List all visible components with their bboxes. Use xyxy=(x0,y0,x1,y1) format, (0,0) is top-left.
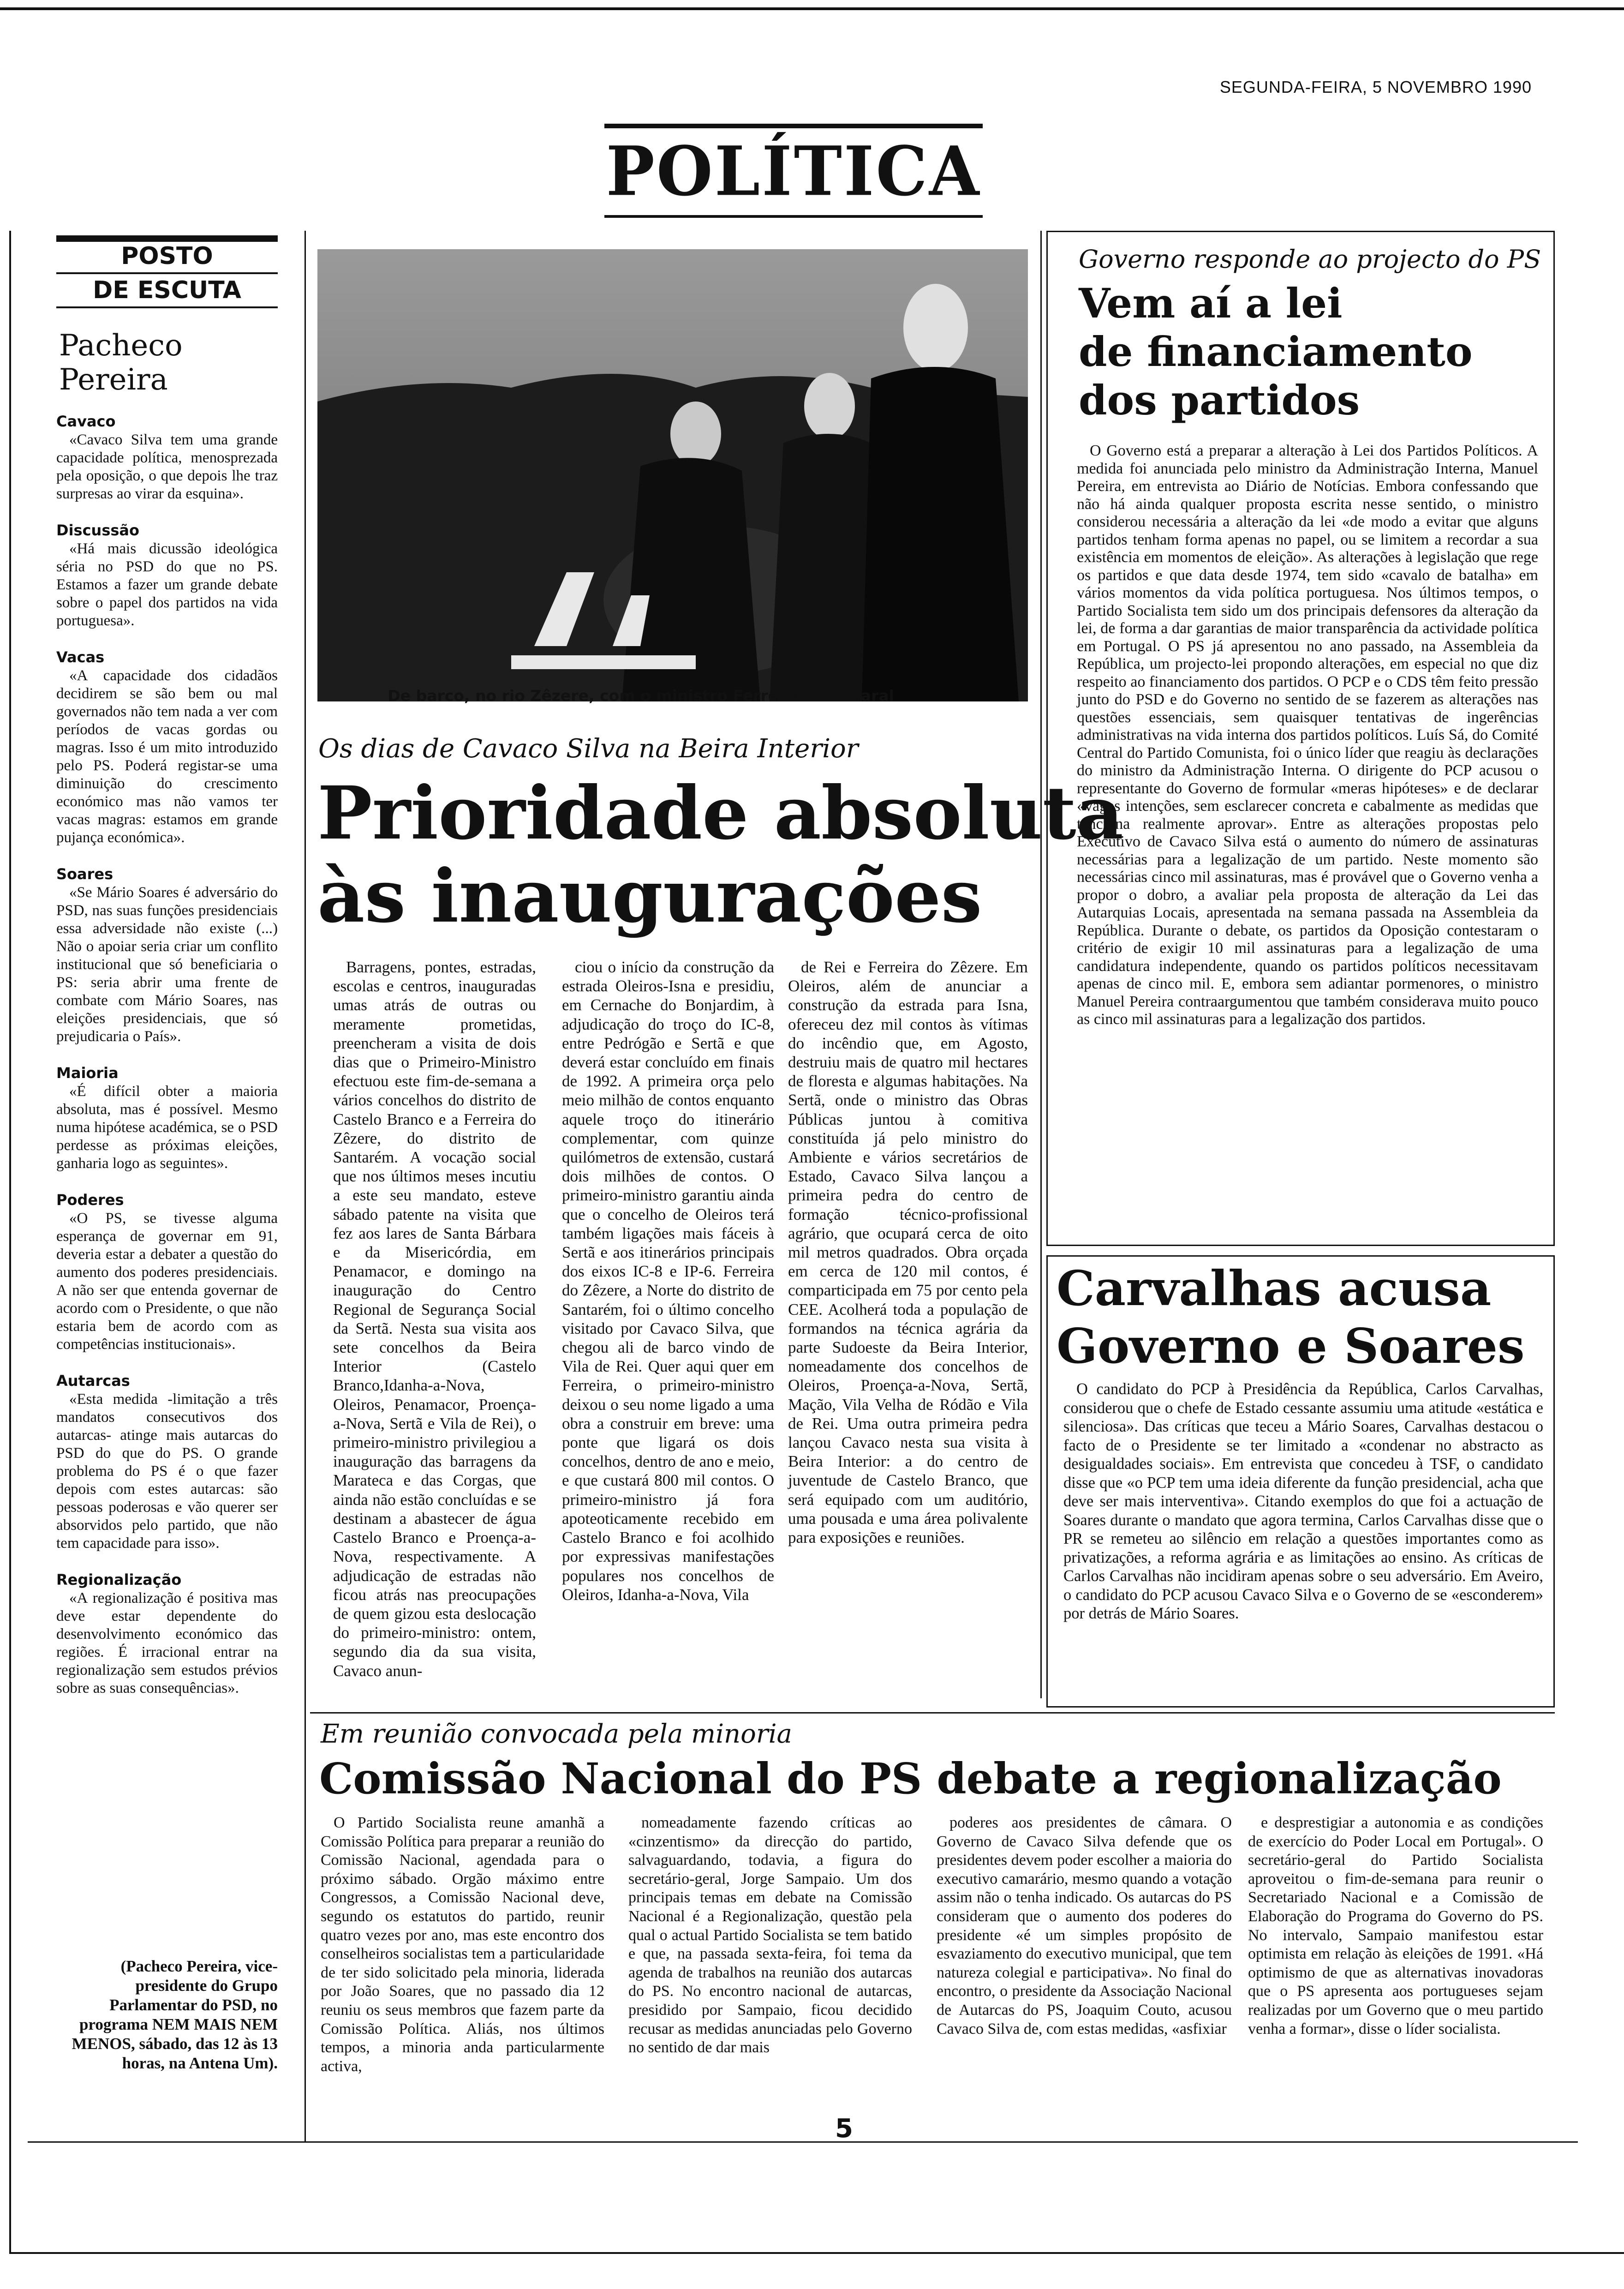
main-story-column-3: de Rei e Ferreira do Zêzere. Em Oleiros, além de anunciar a construção da estrada para Isna, ofereceu dez mil contos às vítimas do incêndio que, em Agosto, destruiu mais de quatro mil hectares de floresta e algumas habitações. Na Sertã, onde o ministro das Obras Públicas juntou à comitiva constituída já pelo ministro do Ambiente e vários secretários de Estado, Cavaco Silva lançou a primeira pedra do centro de formação técnico-profissional agrário, que ocupará cerca de oito mil metros quadrados. Obra orçada em cerca de 120 mil contos, é comparticipada em 75 por cento pela CEE. Acolherá toda a população de formandos na técnica agrária da parte Sudoeste da Beira Interior, nomeadamente dos concelhos de Oleiros, Proença-a-Nova, Sertã, Mação, Vila Velha de Ródão e Vila de Rei. Uma outra primeira pedra lançou Cavaco nesta sua visita à Beira Interior: a do centro de juventude de Castelo Branco, que será equipado com um auditório, uma pousada e uma área polivalente para exposições e reuniões. xyxy=(788,958,1028,1547)
quote-text: «A regionalização é positiva mas deve estar dependente do desenvolvimento económico das regiões. É irracional entrar na regionalização sem estudos prévios sobre as suas consequências». xyxy=(56,1590,278,1696)
quote-heading: Cavaco xyxy=(56,413,116,430)
bottom-story-rule xyxy=(310,1712,1555,1714)
sidebar-top-bar xyxy=(56,235,278,242)
page-number: 5 xyxy=(835,2114,853,2144)
quote-heading: Autarcas xyxy=(56,1372,130,1390)
issue-date: SEGUNDA-FEIRA, 5 NOVEMBRO 1990 xyxy=(1219,78,1532,96)
quote-text: «Cavaco Silva tem uma grande capacidade política, menosprezada pela oposição, o que depois lhe traz surpresas ao virar da esquina». xyxy=(56,431,278,502)
bottom-kicker: Em reunião convocada pela minoria xyxy=(321,1719,792,1749)
sidebar-divider xyxy=(56,272,278,274)
news-photo xyxy=(317,249,1028,701)
carvalhas-body: O candidato do PCP à Presidência da República, Carlos Carvalhas, considerou que o chefe de Estado cessante assumiu uma atitude «estática e silenciosa». Das críticas que teceu a Mário Soares, Carvalhas destacou o facto de o Presidente se ter limitado a «condenar no abstracto as desigualdades sociais». Em entrevista que concedeu à TSF, o candidato disse que «o PCP tem uma ideia diferente da função presidencial, acha que deve ser mais interventiva». Citando exemplos do que foi a actuação de Soares durante o mandato que agora termina, Carlos Carvalhas disse que o PR se remeteu ao silêncio em relação a questões importantes como as privatizações, a reforma agrária e as limitações ao ensino. As críticas de Carlos Carvalhas não incidiram apenas sobre o seu adversário. Em Aveiro, o candidato do PCP acusou Cavaco Silva e o Governo de se «esconderem» por detrás de Mário Soares. xyxy=(1063,1380,1543,1622)
main-right-rule xyxy=(1040,231,1042,1698)
carvalhas-headline-line1: Carvalhas acusa xyxy=(1057,1260,1492,1317)
quote-text: «A capacidade dos cidadãos decidirem se são bem ou mal governados não tem nada a ver com períodos de vacas gordas ou magras. Isso é um mito introduzido pelo PS. Poderá registar-se uma diminuição do crescimento económico mas não vamos ter vacas magras: estamos em grande pujança económica». xyxy=(56,667,278,846)
main-story-column-1: Barragens, pontes, estradas, escolas e centros, inauguradas umas atrás de outras ou meramente prometidas, preencheram a visita de dois dias que o Primeiro-Ministro efectuou este fim-de-semana a vários concelhos do distrito de Castelo Branco e a Ferreira do Zêzere, do distrito de Santarém. A vocação social que nos últimos meses incutiu a este seu mandato, esteve sábado patente na visita que fez aos lares de Santa Bárbara e da Misericórdia, em Penamacor, e domingo na inauguração do Centro Regional de Segurança Social da Sertã. Nesta sua visita aos sete concelhos da Beira Interior (Castelo Branco,Idanha-a-Nova, Oleiros, Penamacor, Proença-a-Nova, Sertã e Vila de Rei), o primeiro-ministro privilegiou a inauguração das barragens da Marateca e das Corgas, que ainda não estão concluídas e se destinam a abastecer de água Castelo Branco e Proença-a-Nova, respectivamente. A adjudicação de estradas não ficou atrás nas preocupações de quem gizou esta deslocação do primeiro-ministro: ontem, segundo dia da sua visita, Cavaco anun- xyxy=(333,958,536,1680)
sidebar-source-note: (Pacheco Pereira, vice-presidente do Grupo Parlamentar do PSD, no programa NEM MAIS NEM MENOS, sábado, das 12 às 13 horas, na Antena Um). xyxy=(72,1957,278,2072)
top-rule xyxy=(0,7,1624,10)
quote-text: «Há mais dicussão ideológica séria no PSD do que no PS. Estamos a fazer um grande debate sobre o papel dos partidos na vida portuguesa». xyxy=(56,540,278,629)
quote-text: «É difícil obter a maioria absoluta, mas é possível. Mesmo numa hipótese académica, se o PSD perdesse as próximas eleições, ganharia logo as seguintes». xyxy=(56,1083,278,1172)
bottom-story-column-2: nomeadamente fazendo críticas ao «cinzentismo» da direcção do partido, salvaguardando, todavia, a figura do secretário-geral, Jorge Sampaio. Um dos principais temas em debate na Comissão Nacional é a Regionalização, questão pela qual o actual Partido Socialista se tem batido e que, na passada sexta-feira, foi tema da agenda de trabalhos na reunião dos autarcas do PS. No encontro nacional de autarcas, presidido por Sampaio, ficou decidido recusar as medidas anunciadas pelo Governo no sentido de dar mais xyxy=(628,1814,912,2056)
bottom-headline: Comissão Nacional do PS debate a regionalização xyxy=(319,1754,1502,1804)
photo-illustration xyxy=(317,249,1028,701)
main-kicker: Os dias de Cavaco Silva na Beira Interior xyxy=(318,734,859,764)
footer-rule xyxy=(28,2141,1578,2143)
sidebar-author: Pacheco Pereira xyxy=(59,329,183,397)
financing-headline-line3: dos partidos xyxy=(1079,376,1360,424)
sidebar-divider xyxy=(56,306,278,308)
sidebar-posto-de-escuta xyxy=(56,235,278,1697)
main-headline-line1: Prioridade absoluta xyxy=(317,771,1124,856)
sidebar-title-line1: POSTO xyxy=(121,242,213,270)
financing-headline-line2: de financiamento xyxy=(1079,328,1473,376)
bottom-frame-rule xyxy=(9,2252,1624,2254)
section-rule-top xyxy=(604,124,983,128)
quote-text: «O PS, se tivesse alguma esperança de governar em 91, deveria estar a debater a questão do aumento dos poderes presidenciais. A não ser que entenda governar de acordo com o Presidente, o que não estaria bem de acordo com as competências institucionais». xyxy=(56,1210,278,1353)
section-rule-bottom xyxy=(604,215,983,218)
sidebar-title-line2: DE ESCUTA xyxy=(93,276,241,304)
financing-body: O Governo está a preparar a alteração à Lei dos Partidos Políticos. A medida foi anunciada pelo ministro da Administração Interna, Manuel Pereira, em entrevista ao Diário de Notícias. Embora confessando que não há ainda qualquer proposta escrita nesse sentido, o ministro considerou necessária a alteração da lei «de modo a evitar que alguns partidos tenham forma apenas no papel, ou se limitem a recordar a sua existência em momentos de eleição». As alterações à legislação que rege os partidos e que data desde 1974, tem sido «cavalo de batalha» em vários momentos da vida política portuguesa. Nos últimos tempos, o Partido Socialista tem sido um dos principais defensores da alteração da lei, de forma a dar garantias de maior transparência da actividade política em Portugal. O PS já apresentou no ano passado, na Assembleia da República, um projecto-lei propondo alterações, em especial no que diz respeito ao financiamento dos partidos. O PCP e o CDS têm feito pressão junto do PSD e do Governo no sentido de se fazerem as alterações nas questões essenciais, sem quaisquer tentativas de ingerências administrativas na vida interna dos partidos políticos. Luís Sá, do Comité Central do Partido Comunista, foi o único líder que reagiu às declarações do ministro da Administração Interna. O dirigente do PCP acusou o representante do Governo de formular «meras hipóteses» e de declarar «vagas intenções, sem esclarecer concreta e cabalmente as medidas que tenciona realmente aprovar». Entre as alterações propostas pelo Executivo de Cavaco Silva está o aumento do número de assinaturas necessárias para a legalização de um partido. Neste momento são necessárias cinco mil assinaturas, mas é provável que o Governo venha a propor o dobro, a avaliar pela proposta de alteração da Lei das Autarquias Locais, apresentada na semana passada na Assembleia da República. Durante o debate, os partidos da Oposição contestaram o critério de exigir 10 mil assinaturas para a legalização de uma candidatura independente, quando os partidos políticos necessitavam apenas de cinco mil. E, embora sem adiantar pormenores, o ministro Manuel Pereira contraargumentou que também considerava muito pouco as cinco mil assinaturas para a legalização dos partidos. xyxy=(1077,442,1538,1028)
bottom-story-column-4: e desprestigiar a autonomia e as condições de exercício do Poder Local em Portugal». O secretário-geral do Partido Socialista aproveitou o fim-de-semana para reunir o Secretariado Nacional e a Comissão de Elaboração do Programa do Governo do PS. No intervalo, Sampaio manifestou estar optimista em relação às eleições de 1991. «Há optimismo de que as alternativas inovadoras que o PS apresenta aos portugueses sejam realizadas por um Governo que o meu partido venha a formar», disse o líder socialista. xyxy=(1248,1814,1543,2037)
quote-heading: Soares xyxy=(56,865,113,883)
quote-heading: Poderes xyxy=(56,1191,124,1209)
section-title: POLÍTICA xyxy=(606,132,981,212)
quote-text: «Se Mário Soares é adversário do PSD, nas suas funções presidenciais essa adversidade não existe (...) Não o apoiar seria criar um conflito institucional que só beneficiaria o PS: seria abrir uma frente de combate com Mário Soares, nas eleições presidenciais, que só prejudicaria o País». xyxy=(56,884,278,1045)
quote-heading: Discussão xyxy=(56,521,139,539)
financing-kicker: Governo responde ao projecto do PS xyxy=(1079,245,1541,274)
frame-left-line xyxy=(9,231,11,2252)
photo-caption: De barco, no rio Zêzere, com o ministro Ferreira de Amaral xyxy=(388,687,894,705)
financing-headline-line1: Vem aí a lei xyxy=(1079,279,1343,327)
bottom-story-column-3: poderes aos presidentes de câmara. O Governo de Cavaco Silva defende que os presidentes devem poder escolher a maioria do executivo camarário, mesmo quando a votação assim não o tenha indicado. Os autarcas do PS consideram que o aumento dos poderes do presidente «é um simples propósito de esvaziamento do executivo municipal, que tem natureza colegial e participativa». No final do encontro, o presidente da Associação Nacional de Autarcas do PS, Joaquim Couto, acusou Cavaco Silva de, com estas medidas, «asfixiar xyxy=(937,1814,1232,2037)
carvalhas-headline-line2: Governo e Soares xyxy=(1057,1318,1525,1374)
main-headline-line2: às inaugurações xyxy=(317,854,982,939)
quote-heading: Regionalização xyxy=(56,1571,182,1588)
quote-text: «Esta medida -limitação a três mandatos consecutivos dos autarcas- atinge mais autarcas do PSD do que do PS. O grande problema do PS é o que fazer depois com estes autarcas: são pessoas poderosas e vão querer ser absorvidos pelo partido, que não tem capacidade para isso». xyxy=(56,1391,278,1552)
bottom-story-column-1: O Partido Socialista reune amanhã a Comissão Política para preparar a reunião do Comissão Nacional, agendada para o próximo sábado. Orgão máximo entre Congressos, a Comissão Nacional deve, segundo os estatutos do partido, reunir quatro vezes por ano, mas este encontro dos conselheiros socialistas tem a particularidade de ter sido solicitado pela minoria, liderada por João Soares, que no passado dia 12 reuniu os seus membros que fazem parte da Comissão Política. Aliás, nos últimos tempos, a minoria anda particularmente activa, xyxy=(321,1814,604,2075)
sidebar-right-rule xyxy=(304,231,306,2141)
main-story-column-2: ciou o início da construção da estrada Oleiros-Isna e presidiu, em Cernache do Bonjardim, à adjudicação do troço do IC-8, entre Pedrógão e Sertã e que deverá estar concluído em finais de 1992. A primeira orça pelo meio milhão de contos enquanto aquele troço do itinerário complementar, com quinze quilómetros de extensão, custará dois milhões de contos. O primeiro-ministro garantiu ainda que o concelho de Oleiros terá também ligações mais fáceis à Sertã e aos itinerários principais dos eixos IC-8 e IP-6. Ferreira do Zêzere, a Norte do distrito de Santarém, foi o último concelho visitado por Cavaco Silva, que chegou ali de barco vindo de Vila de Rei. Quer aqui quer em Ferreira, o primeiro-ministro deixou o seu nome ligado a uma obra a construir em breve: uma ponte que ligará os dois concelhos, dentro de ano e meio, e que custará 800 mil contos. O primeiro-ministro já fora apoteoticamente recebido em Castelo Branco e foi acolhido por expressivas manifestações populares nos concelhos de Oleiros, Idanha-a-Nova, Vila xyxy=(562,958,774,1604)
quote-heading: Maioria xyxy=(56,1064,119,1082)
quote-heading: Vacas xyxy=(56,648,105,666)
